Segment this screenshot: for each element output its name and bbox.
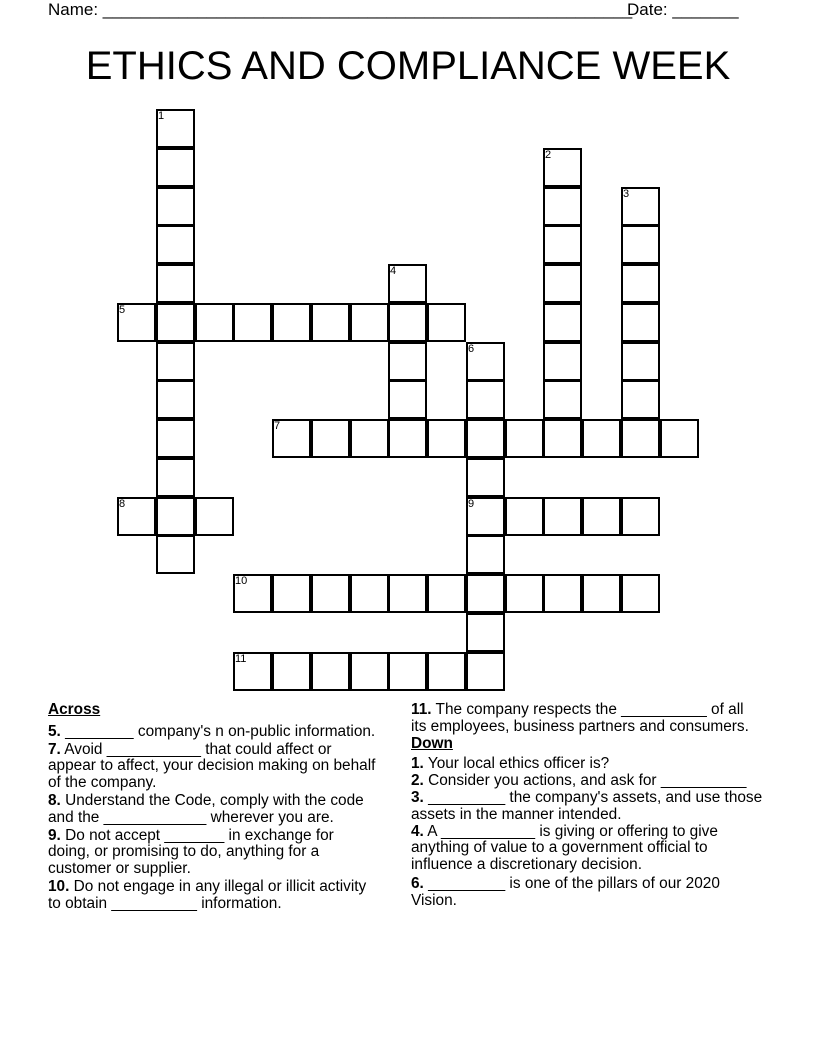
grid-cell[interactable] [505, 419, 544, 458]
clue-text: Consider you actions, and ask for __________ [423, 772, 747, 790]
grid-cell[interactable] [505, 497, 544, 536]
cell-number-8: 8 [119, 498, 126, 510]
grid-cell[interactable] [621, 342, 660, 381]
cell-number-4: 4 [390, 265, 397, 277]
grid-cell[interactable] [543, 225, 582, 264]
grid-cell[interactable] [466, 380, 505, 419]
cell-number-9: 9 [468, 498, 475, 510]
clue-number: 11. [411, 701, 432, 718]
grid-cell[interactable] [311, 652, 350, 691]
clue-across-8 [48, 793, 378, 827]
clue-text: Understand the Code, comply with the code and the ____________ wherever you are. [48, 791, 364, 826]
date-field: Date: _______ [627, 0, 739, 19]
grid-cell[interactable] [156, 380, 195, 419]
grid-cell[interactable] [233, 303, 272, 342]
grid-cell[interactable] [543, 419, 582, 458]
grid-cell[interactable] [543, 187, 582, 226]
grid-cell[interactable] [466, 419, 505, 458]
clue-text: _________ is one of the pillars of our 2020 Vision. [411, 874, 720, 909]
page-title: ETHICS AND COMPLIANCE WEEK [85, 44, 731, 88]
clue-number: 9. [48, 826, 61, 844]
grid-cell[interactable] [195, 303, 234, 342]
cell-number-7: 7 [274, 420, 281, 432]
grid-cell[interactable] [466, 652, 505, 691]
grid-cell[interactable] [466, 535, 505, 574]
cell-number-3: 3 [623, 188, 630, 200]
grid-cell[interactable] [582, 574, 621, 613]
grid-cell[interactable] [388, 380, 427, 419]
cell-number-2: 2 [545, 149, 552, 161]
grid-cell[interactable] [427, 652, 466, 691]
grid-cell[interactable] [621, 264, 660, 303]
grid-cell[interactable] [621, 303, 660, 342]
grid-cell[interactable] [311, 574, 350, 613]
grid-cell[interactable] [156, 148, 195, 187]
grid-cell[interactable] [388, 652, 427, 691]
grid-cell[interactable] [388, 574, 427, 613]
clue-text: _________ the company's assets, and use those assets in the manner intended. [411, 788, 763, 823]
across-heading: Across [48, 701, 101, 718]
clue-number: 1. [411, 755, 424, 773]
name-field: Name: ________________________________________________________ [48, 0, 633, 19]
grid-cell[interactable] [427, 419, 466, 458]
grid-cell[interactable] [660, 419, 699, 458]
clue-down-4 [411, 824, 763, 874]
grid-cell[interactable] [156, 535, 195, 574]
grid-cell[interactable] [272, 652, 311, 691]
cell-number-11: 11 [235, 653, 247, 665]
grid-cell[interactable] [543, 342, 582, 381]
clue-across-7 [48, 742, 378, 792]
clue-text: Avoid ___________ that could affect or appear to affect, your decision making on behalf of the company. [48, 740, 376, 792]
clue-across-10 [48, 879, 378, 913]
clue-text: Do not accept _______ in exchange for doing, or promising to do, anything for a customer or supplier. [48, 826, 334, 878]
clues-right-column [411, 702, 763, 910]
grid-cell[interactable] [543, 380, 582, 419]
grid-cell[interactable] [466, 458, 505, 497]
clue-text: Do not engage in any illegal or illicit activity to obtain __________ information. [48, 877, 367, 912]
grid-cell[interactable] [350, 574, 389, 613]
grid-cell[interactable] [621, 419, 660, 458]
grid-cell[interactable] [621, 380, 660, 419]
clue-number: 4. [411, 822, 424, 840]
grid-cell[interactable] [156, 458, 195, 497]
clue-number: 10. [48, 877, 70, 895]
cell-number-6: 6 [468, 343, 475, 355]
grid-cell[interactable] [272, 303, 311, 342]
grid-cell[interactable] [621, 497, 660, 536]
grid-cell[interactable] [311, 419, 350, 458]
grid-cell[interactable] [388, 419, 427, 458]
clue-down-1 [411, 756, 763, 773]
grid-cell[interactable] [156, 264, 195, 303]
cell-number-5: 5 [119, 304, 126, 316]
clue-text: Your local ethics officer is? [423, 755, 610, 773]
grid-cell[interactable] [156, 225, 195, 264]
clue-across-9 [48, 828, 378, 878]
grid-cell[interactable] [621, 574, 660, 613]
clue-number: 2. [411, 772, 424, 790]
clue-down-2 [411, 773, 763, 790]
down-heading: Down [411, 734, 453, 752]
clues-left-column [48, 702, 378, 913]
grid-cell[interactable] [156, 497, 195, 536]
grid-cell[interactable] [388, 303, 427, 342]
grid-cell[interactable] [505, 574, 544, 613]
grid-cell[interactable] [427, 574, 466, 613]
clue-text: The company respects the __________ of all its employees, business partners and consumers. [411, 701, 749, 735]
clue-number: 3. [411, 788, 424, 806]
grid-cell[interactable] [156, 342, 195, 381]
grid-cell[interactable] [427, 303, 466, 342]
clue-number: 7. [48, 740, 61, 758]
grid-cell[interactable] [621, 225, 660, 264]
grid-cell[interactable] [466, 574, 505, 613]
grid-cell[interactable] [582, 497, 621, 536]
clue-number: 5. [48, 722, 61, 740]
grid-cell[interactable] [543, 303, 582, 342]
clue-text: A ___________ is giving or offering to give anything of value to a government official to influence a discretionary decision. [411, 822, 718, 874]
grid-cell[interactable] [582, 419, 621, 458]
clue-down-6 [411, 876, 763, 910]
clue-down-3 [411, 790, 763, 824]
clue-across-5 [48, 724, 378, 741]
grid-cell[interactable] [350, 303, 389, 342]
grid-cell[interactable] [543, 264, 582, 303]
grid-cell[interactable] [156, 419, 195, 458]
grid-cell[interactable] [311, 303, 350, 342]
grid-cell[interactable] [195, 497, 234, 536]
clue-text: ________ company's n on-public information. [60, 722, 376, 740]
clue-number: 8. [48, 791, 61, 809]
grid-cell[interactable] [156, 187, 195, 226]
grid-cell[interactable] [156, 303, 195, 342]
clue-number: 6. [411, 874, 424, 892]
grid-cell[interactable] [543, 497, 582, 536]
grid-cell[interactable] [350, 652, 389, 691]
grid-cell[interactable] [388, 342, 427, 381]
cell-number-10: 10 [235, 575, 248, 587]
cell-number-1: 1 [158, 110, 165, 122]
clue-across-11 [411, 702, 763, 736]
grid-cell[interactable] [350, 419, 389, 458]
grid-cell[interactable] [543, 574, 582, 613]
grid-cell[interactable] [272, 574, 311, 613]
grid-cell[interactable] [466, 613, 505, 652]
